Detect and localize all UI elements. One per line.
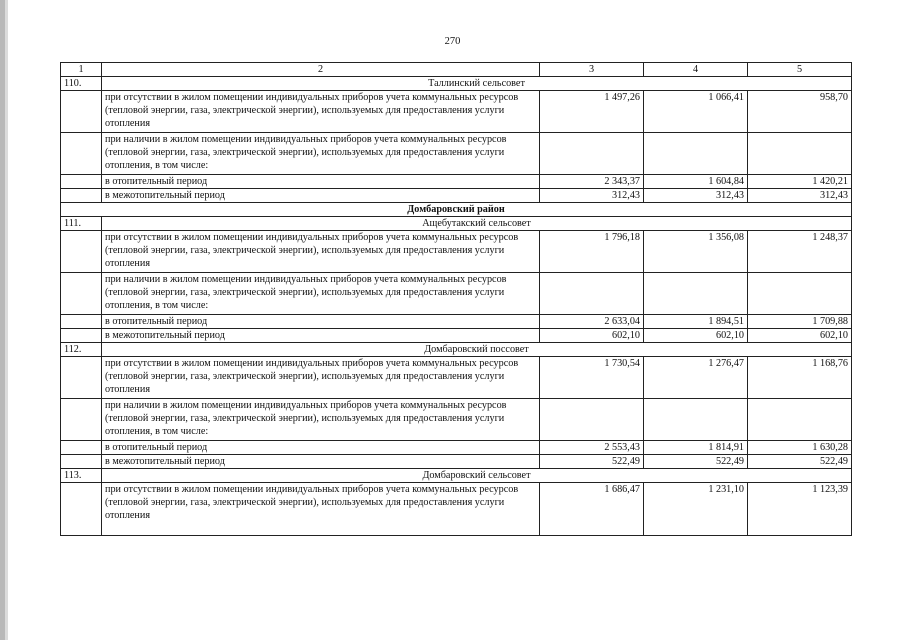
row-description: при отсутствии в жилом помещении индивидуальных приборов учета коммунальных ресурсов (тепловой энергии, газа, электрической энергии), используемых для предоставления услуги отопления <box>102 231 540 273</box>
scan-edge-shadow <box>5 0 8 640</box>
value-col-4: 1 066,41 <box>644 91 748 133</box>
row-number-cell <box>61 399 102 441</box>
row-number-cell <box>61 315 102 329</box>
row-description: при наличии в жилом помещении индивидуальных приборов учета коммунальных ресурсов (тепловой энергии, газа, электрической энергии), используемых для предоставления услуги отопления, в том числе: <box>102 133 540 175</box>
value-col-5: 522,49 <box>748 455 852 469</box>
section-number: 110. <box>61 77 102 91</box>
value-col-3 <box>540 273 644 315</box>
value-col-5 <box>748 133 852 175</box>
col-header-2: 2 <box>102 63 540 77</box>
section-number: 113. <box>61 469 102 483</box>
value-col-4: 312,43 <box>644 189 748 203</box>
value-col-3: 1 497,26 <box>540 91 644 133</box>
value-col-5: 312,43 <box>748 189 852 203</box>
value-col-4: 602,10 <box>644 329 748 343</box>
region-label: Домбаровский район <box>61 203 852 217</box>
row-number-cell <box>61 483 102 536</box>
table-row <box>61 273 852 315</box>
value-col-5: 1 420,21 <box>748 175 852 189</box>
value-col-3: 2 343,37 <box>540 175 644 189</box>
value-col-3: 312,43 <box>540 189 644 203</box>
table-row <box>61 231 852 273</box>
table-row <box>61 441 852 455</box>
tariff-table <box>60 62 852 536</box>
value-col-4: 1 231,10 <box>644 483 748 536</box>
region-row <box>61 203 852 217</box>
row-description: в межотопительный период <box>102 329 540 343</box>
value-col-3: 1 730,54 <box>540 357 644 399</box>
section-label: Домбаровский сельсовет <box>102 469 852 483</box>
row-number-cell <box>61 91 102 133</box>
row-number-cell <box>61 175 102 189</box>
value-col-4: 1 894,51 <box>644 315 748 329</box>
section-row <box>61 343 852 357</box>
row-number-cell <box>61 455 102 469</box>
row-number-cell <box>61 189 102 203</box>
value-col-3: 1 796,18 <box>540 231 644 273</box>
value-col-3 <box>540 133 644 175</box>
value-col-3: 602,10 <box>540 329 644 343</box>
value-col-4 <box>644 133 748 175</box>
value-col-4: 1 814,91 <box>644 441 748 455</box>
table-row <box>61 133 852 175</box>
value-col-4: 1 356,08 <box>644 231 748 273</box>
value-col-5: 958,70 <box>748 91 852 133</box>
table-row <box>61 455 852 469</box>
section-label: Домбаровский поссовет <box>102 343 852 357</box>
row-description: при отсутствии в жилом помещении индивидуальных приборов учета коммунальных ресурсов (тепловой энергии, газа, электрической энергии), используемых для предоставления услуги отопления <box>102 483 540 536</box>
value-col-5: 1 630,28 <box>748 441 852 455</box>
value-col-5 <box>748 399 852 441</box>
row-number-cell <box>61 329 102 343</box>
value-col-3: 2 633,04 <box>540 315 644 329</box>
value-col-3: 522,49 <box>540 455 644 469</box>
row-description: в отопительный период <box>102 315 540 329</box>
value-col-5: 1 248,37 <box>748 231 852 273</box>
col-header-3: 3 <box>540 63 644 77</box>
value-col-5 <box>748 273 852 315</box>
value-col-4 <box>644 399 748 441</box>
section-number: 111. <box>61 217 102 231</box>
table-row <box>61 329 852 343</box>
table-row <box>61 189 852 203</box>
section-row <box>61 77 852 91</box>
header-row <box>61 63 852 77</box>
section-label: Таллинский сельсовет <box>102 77 852 91</box>
value-col-5: 1 168,76 <box>748 357 852 399</box>
table-row <box>61 399 852 441</box>
table-row <box>61 315 852 329</box>
value-col-4 <box>644 273 748 315</box>
value-col-4: 1 604,84 <box>644 175 748 189</box>
table-row <box>61 357 852 399</box>
section-number: 112. <box>61 343 102 357</box>
row-number-cell <box>61 231 102 273</box>
row-description: в межотопительный период <box>102 189 540 203</box>
page-number: 270 <box>444 36 461 47</box>
row-number-cell <box>61 357 102 399</box>
value-col-5: 1 709,88 <box>748 315 852 329</box>
row-description: при отсутствии в жилом помещении индивидуальных приборов учета коммунальных ресурсов (тепловой энергии, газа, электрической энергии), используемых для предоставления услуги отопления <box>102 91 540 133</box>
row-description: в межотопительный период <box>102 455 540 469</box>
row-description: в отопительный период <box>102 175 540 189</box>
section-row <box>61 469 852 483</box>
value-col-3: 2 553,43 <box>540 441 644 455</box>
value-col-5: 1 123,39 <box>748 483 852 536</box>
row-description: при наличии в жилом помещении индивидуальных приборов учета коммунальных ресурсов (тепловой энергии, газа, электрической энергии), используемых для предоставления услуги отопления, в том числе: <box>102 399 540 441</box>
value-col-5: 602,10 <box>748 329 852 343</box>
row-number-cell <box>61 273 102 315</box>
value-col-3 <box>540 399 644 441</box>
section-label: Ащебутакский сельсовет <box>102 217 852 231</box>
section-row <box>61 217 852 231</box>
row-description: при наличии в жилом помещении индивидуальных приборов учета коммунальных ресурсов (тепловой энергии, газа, электрической энергии), используемых для предоставления услуги отопления, в том числе: <box>102 273 540 315</box>
row-number-cell <box>61 133 102 175</box>
value-col-4: 522,49 <box>644 455 748 469</box>
table-row <box>61 91 852 133</box>
col-header-4: 4 <box>644 63 748 77</box>
row-description: в отопительный период <box>102 441 540 455</box>
table-row <box>61 483 852 536</box>
col-header-1: 1 <box>61 63 102 77</box>
table-row <box>61 175 852 189</box>
row-description: при отсутствии в жилом помещении индивидуальных приборов учета коммунальных ресурсов (тепловой энергии, газа, электрической энергии), используемых для предоставления услуги отопления <box>102 357 540 399</box>
col-header-5: 5 <box>748 63 852 77</box>
value-col-3: 1 686,47 <box>540 483 644 536</box>
row-number-cell <box>61 441 102 455</box>
value-col-4: 1 276,47 <box>644 357 748 399</box>
